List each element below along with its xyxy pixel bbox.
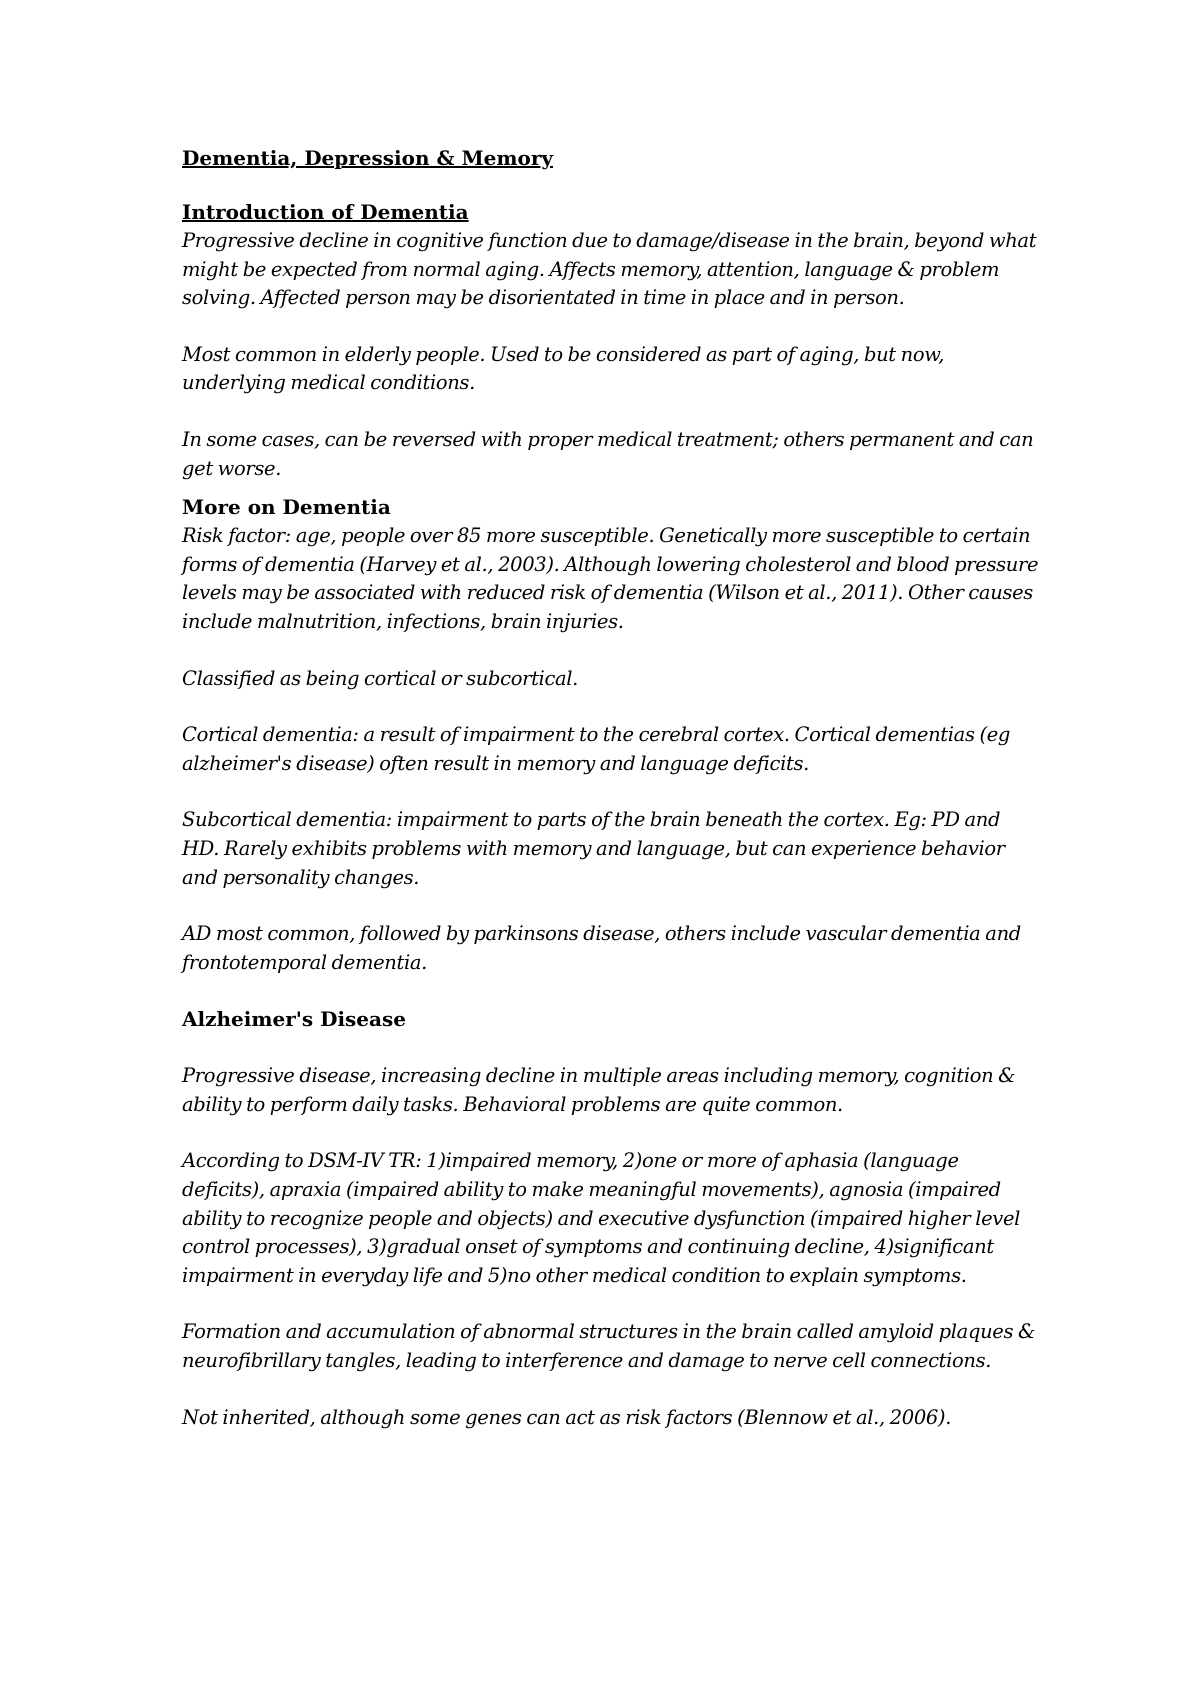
document-title: Dementia, Depression & Memory bbox=[182, 146, 554, 170]
document-page bbox=[182, 144, 1042, 1432]
paragraph: Subcortical dementia: impairment to parts of the brain beneath the cortex. Eg: PD and HD. Rarely exhibits problems with memory and language, but can experience behavior and personality changes. bbox=[182, 808, 1005, 889]
paragraph: Risk factor: age, people over 85 more susceptible. Genetically more susceptible to certain forms of dementia (Harvey et al., 2003). Although lowering cholesterol and blood pressure levels may be associated with reduced risk of dementia (Wilson et al., 2011). Other causes include malnutrition, infections, brain injuries. bbox=[182, 524, 1039, 633]
paragraph: Progressive disease, increasing decline in multiple areas including memory, cognition & ability to perform daily tasks. Behavioral problems are quite common. bbox=[182, 1064, 1016, 1116]
section-heading-alzheimers: Alzheimer's Disease bbox=[182, 1007, 406, 1032]
paragraph: Cortical dementia: a result of impairment to the cerebral cortex. Cortical dementias (eg alzheimer's disease) often result in memory and language deficits. bbox=[182, 723, 1011, 775]
section-heading-more-on-dementia: More on Dementia bbox=[182, 495, 391, 520]
paragraph: According to DSM-IV TR: 1)impaired memory, 2)one or more of aphasia (language deficits), apraxia (impaired ability to make meaningful movements), agnosia (impaired ability to recognize people and objects) and executive dysfunction (impaired higher level control processes), 3)gradual onset of symptoms and continuing decline, 4)significant impairment in everyday life and 5)no other medical condition to explain symptoms. bbox=[182, 1149, 1021, 1287]
paragraph: AD most common, followed by parkinsons disease, others include vascular dementia and frontotemporal dementia. bbox=[182, 922, 1021, 974]
paragraph: Not inherited, although some genes can act as risk factors (Blennow et al., 2006). bbox=[182, 1405, 952, 1429]
paragraph: Classified as being cortical or subcortical. bbox=[182, 666, 579, 690]
paragraph: In some cases, can be reversed with proper medical treatment; others permanent and can get worse. bbox=[182, 427, 1034, 480]
paragraph: Progressive decline in cognitive function due to damage/disease in the brain, beyond what might be expected from normal aging. Affects memory, attention, language & problem solving. Affected person may be disorientated in time in place and in person. bbox=[182, 229, 1037, 310]
paragraph: Formation and accumulation of abnormal structures in the brain called amyloid plaques & neurofibrillary tangles, leading to interference and damage to nerve cell connections. bbox=[182, 1320, 1035, 1373]
section-heading-introduction: Introduction of Dementia bbox=[182, 200, 469, 224]
paragraph: Most common in elderly people. Used to be considered as part of aging, but now, underlying medical conditions. bbox=[182, 342, 945, 395]
